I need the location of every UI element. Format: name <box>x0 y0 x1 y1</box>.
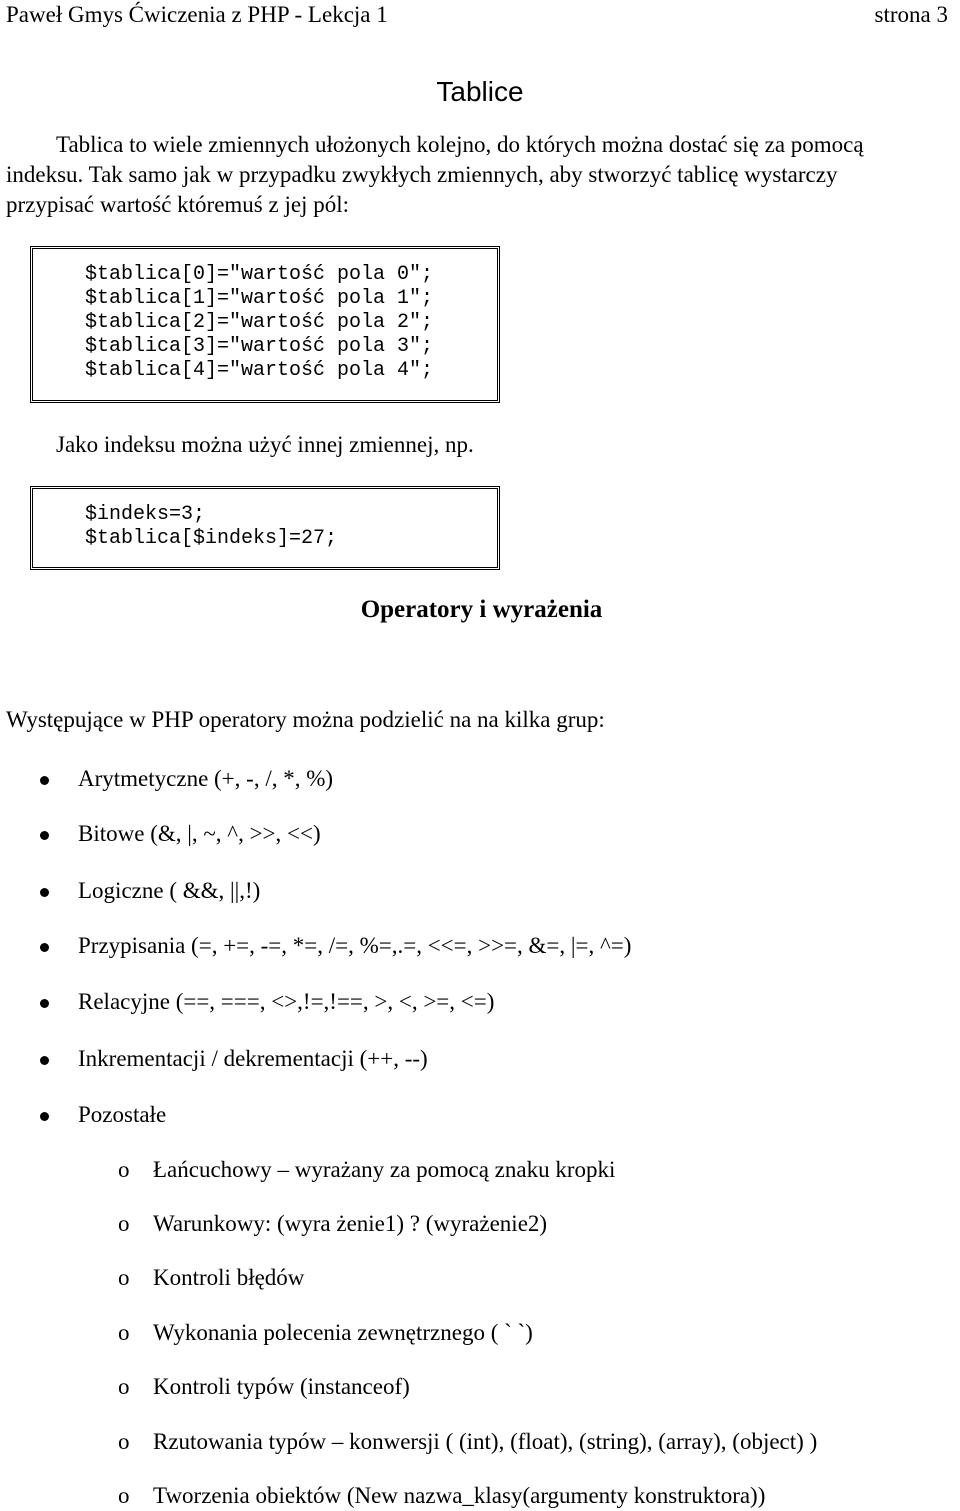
sublist-marker: o <box>118 1320 130 1345</box>
code-line: $tablica[0]="wartość pola 0"; <box>85 263 434 286</box>
sublist-item-other-operator <box>0 1372 960 1402</box>
sublist-item-label: Tworzenia obiektów (New nazwa_klasy(argumenty konstruktora)) <box>153 1483 766 1508</box>
header-page-number: strona 3 <box>874 2 948 27</box>
code-line: $tablica[1]="wartość pola 1"; <box>85 287 434 310</box>
sublist-item-label: Warunkowy: (wyra żenie1) ? (wyrażenie2) <box>153 1211 548 1236</box>
code-line: $tablica[$indeks]=27; <box>85 527 338 550</box>
bullet-icon <box>40 999 49 1008</box>
sublist-item-label: Kontroli błędów <box>153 1265 305 1290</box>
code-line: $tablica[4]="wartość pola 4"; <box>85 359 434 382</box>
intro-line-1: Tablica to wiele zmiennych ułożonych kolejno, do których można dostać się za pomocą <box>56 132 864 157</box>
index-note: Jako indeksu można użyć innej zmiennej, np. <box>56 432 474 457</box>
code-block-array-assignment <box>85 263 433 383</box>
sublist-marker: o <box>118 1265 130 1290</box>
bullet-icon <box>40 888 49 897</box>
list-item-operator-group <box>0 1100 960 1130</box>
sublist-item-other-operator <box>0 1209 960 1239</box>
bullet-icon <box>40 1056 49 1065</box>
list-item-operator-group <box>0 1044 960 1074</box>
sublist-marker: o <box>118 1157 130 1182</box>
sublist-marker: o <box>118 1483 130 1508</box>
code-line: $tablica[3]="wartość pola 3"; <box>85 335 434 358</box>
sublist-item-other-operator <box>0 1155 960 1185</box>
sublist-item-label: Kontroli typów (instanceof) <box>153 1374 410 1399</box>
sublist-marker: o <box>118 1429 130 1454</box>
list-item-label: Pozostałe <box>78 1102 167 1127</box>
intro-line-3: przypisać wartość któremuś z jej pól: <box>6 192 349 217</box>
bullet-icon <box>40 776 49 785</box>
list-item-label: Inkrementacji / dekrementacji (++, --) <box>78 1046 428 1071</box>
list-item-label: Bitowe (&, |, ~, ^, >>, <<) <box>78 821 321 846</box>
code-box-array-assignment <box>30 246 500 403</box>
header-document-title: Paweł Gmys Ćwiczenia z PHP - Lekcja 1 <box>6 2 388 27</box>
operators-intro: Występujące w PHP operatory można podzielić na na kilka grup: <box>6 707 605 732</box>
intro-line-2: indeksu. Tak samo jak w przypadku zwykłych zmiennych, aby stworzyć tablicę wystarczy <box>6 162 838 187</box>
code-line: $tablica[2]="wartość pola 2"; <box>85 311 434 334</box>
sublist-marker: o <box>118 1211 130 1236</box>
sublist-item-other-operator <box>0 1481 960 1511</box>
sublist-marker: o <box>118 1374 130 1399</box>
sublist-item-label: Rzutowania typów – konwersji ( (int), (float), (string), (array), (object) ) <box>153 1429 818 1454</box>
bullet-icon <box>40 1112 49 1121</box>
sublist-item-other-operator <box>0 1427 960 1457</box>
list-item-operator-group <box>0 876 960 906</box>
sublist-item-other-operator <box>0 1318 960 1348</box>
list-item-label: Logiczne ( &&, ||,!) <box>78 878 261 903</box>
code-block-index-variable <box>85 503 337 551</box>
list-item-label: Arytmetyczne (+, -, /, *, %) <box>78 766 334 791</box>
list-item-label: Przypisania (=, +=, -=, *=, /=, %=,.=, <<=, >>=, &=, |=, ^=) <box>78 933 632 958</box>
list-item-operator-group <box>0 819 960 849</box>
sublist-item-label: Łańcuchowy – wyrażany za pomocą znaku kropki <box>153 1157 616 1182</box>
code-box-index-variable <box>30 486 500 570</box>
list-item-operator-group <box>0 931 960 961</box>
list-item-operator-group <box>0 987 960 1017</box>
sublist-item-other-operator <box>0 1263 960 1293</box>
bullet-icon <box>40 943 49 952</box>
section-title-operatory: Operatory i wyrażenia <box>360 596 603 623</box>
code-line: $indeks=3; <box>85 503 206 526</box>
section-title-tablice: Tablice <box>436 76 524 107</box>
list-item-operator-group <box>0 764 960 794</box>
bullet-icon <box>40 831 49 840</box>
sublist-item-label: Wykonania polecenia zewnętrznego ( ` `) <box>153 1320 533 1345</box>
list-item-label: Relacyjne (==, ===, <>,!=,!==, >, <, >=, <=) <box>78 989 495 1014</box>
